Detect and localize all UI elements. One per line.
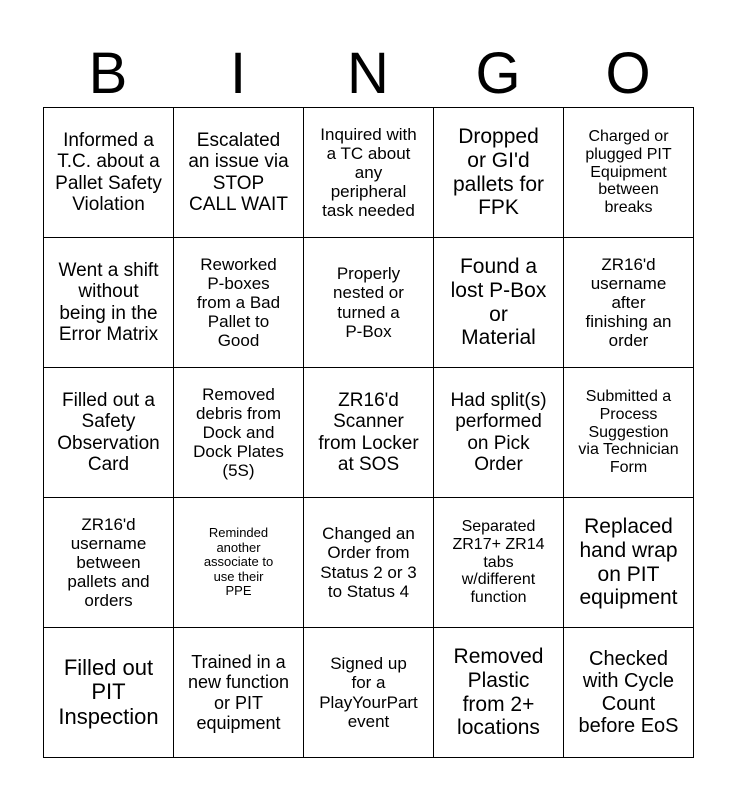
bingo-cell[interactable]: Had split(s) performed on Pick Order [434, 368, 564, 498]
bingo-cell[interactable]: Removed Plastic from 2+ locations [434, 628, 564, 758]
bingo-cell[interactable]: Properly nested or turned a P-Box [304, 238, 434, 368]
bingo-cell[interactable]: ZR16'd username after finishing an order [564, 238, 694, 368]
bingo-cell[interactable]: Went a shift without being in the Error Matrix [44, 238, 174, 368]
bingo-cell[interactable]: Informed a T.C. about a Pallet Safety Violation [44, 108, 174, 238]
bingo-cell[interactable]: Dropped or GI'd pallets for FPK [434, 108, 564, 238]
header-letter-o: O [605, 41, 651, 106]
header-letter-b: B [88, 41, 128, 106]
bingo-cell[interactable]: Replaced hand wrap on PIT equipment [564, 498, 694, 628]
bingo-cell[interactable]: Charged or plugged PIT Equipment between breaks [564, 108, 694, 238]
bingo-cell[interactable]: Removed debris from Dock and Dock Plates (5S) [174, 368, 304, 498]
bingo-cell[interactable]: Inquired with a TC about any peripheral task needed [304, 108, 434, 238]
bingo-cell[interactable]: Escalated an issue via STOP CALL WAIT [174, 108, 304, 238]
bingo-cell[interactable]: Signed up for a PlayYourPart event [304, 628, 434, 758]
bingo-cell[interactable]: Separated ZR17+ ZR14 tabs w/different function [434, 498, 564, 628]
bingo-cell[interactable]: Trained in a new function or PIT equipment [174, 628, 304, 758]
header-letter-n: N [347, 41, 389, 106]
bingo-cell[interactable]: Reworked P-boxes from a Bad Pallet to Good [174, 238, 304, 368]
bingo-cell[interactable]: ZR16'd Scanner from Locker at SOS [304, 368, 434, 498]
bingo-cell[interactable]: Filled out a Safety Observation Card [44, 368, 174, 498]
bingo-cell[interactable]: Submitted a Process Suggestion via Technician Form [564, 368, 694, 498]
bingo-cell[interactable]: Filled out PIT Inspection [44, 628, 174, 758]
bingo-header [43, 40, 693, 108]
bingo-card-grid [43, 107, 694, 758]
bingo-cell[interactable]: Reminded another associate to use their PPE [174, 498, 304, 628]
header-letter-i: I [229, 41, 247, 106]
bingo-cell[interactable]: ZR16'd username between pallets and orders [44, 498, 174, 628]
bingo-cell[interactable]: Found a lost P-Box or Material [434, 238, 564, 368]
bingo-cell[interactable]: Checked with Cycle Count before EoS [564, 628, 694, 758]
bingo-cell[interactable]: Changed an Order from Status 2 or 3 to Status 4 [304, 498, 434, 628]
header-letter-g: G [475, 41, 521, 106]
